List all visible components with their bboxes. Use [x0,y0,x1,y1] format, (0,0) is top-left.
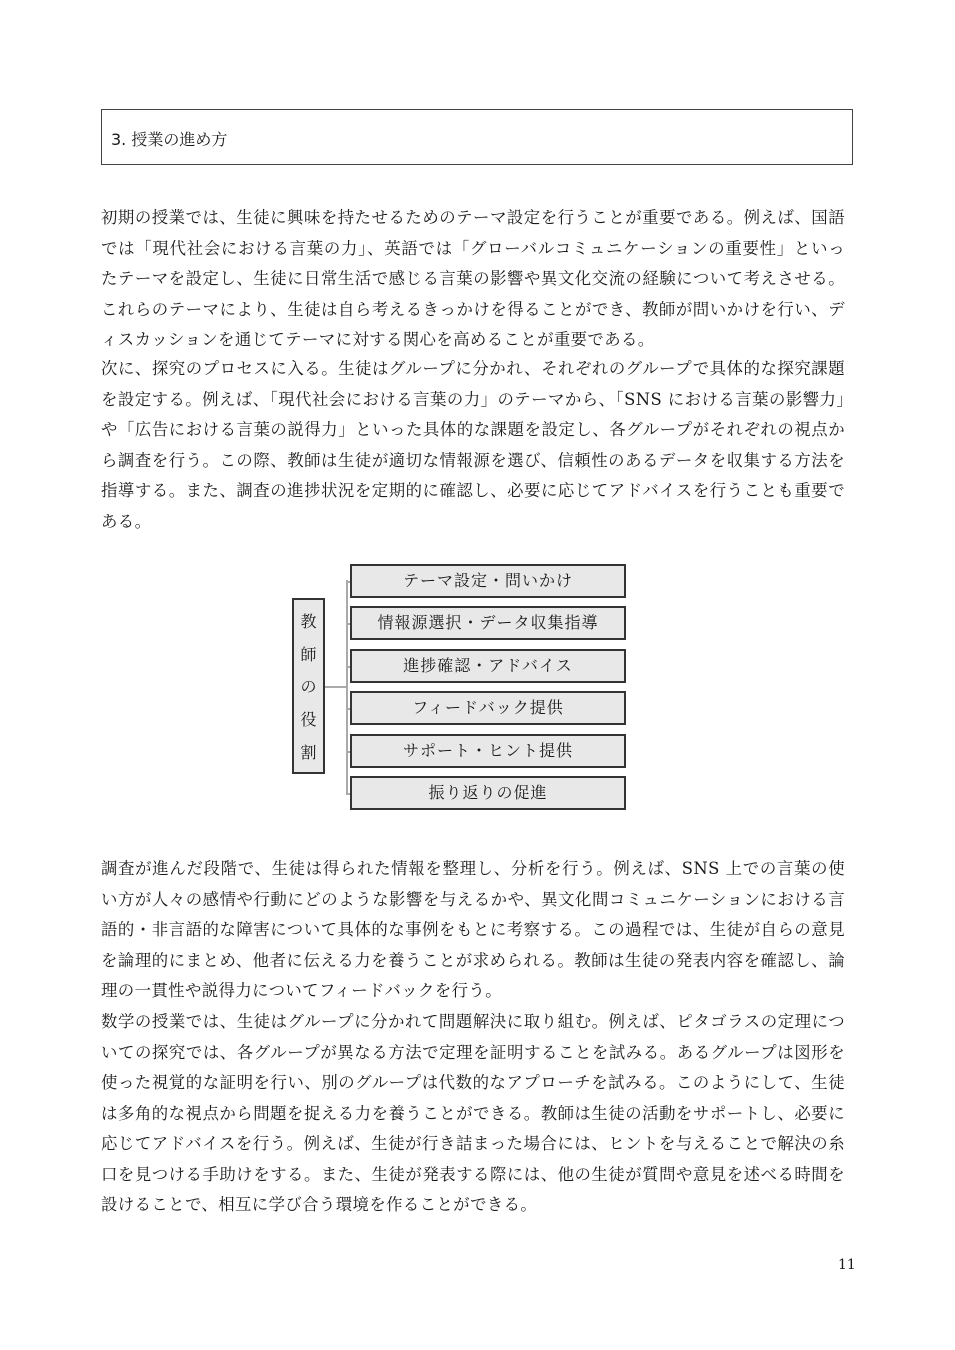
paragraph-math: 数学の授業では、生徒はグループに分かれて問題解決に取り組む。例えば、ピタゴラスの定理についての探究では、各グループが異なる方法で定理を証明することを試みる。あるグループは図形を使った視覚的な証明を行い、別のグループは代数的なアプローチを試みる。このようにして、生徒は多角的な視点から問題を捉える力を養うことができる。教師は生徒の活動をサポートし、必要に応じてアドバイスを行う。例えば、生徒が行き詰まった場合には、ヒントを与えることで解決の糸口を見つける手助けをする。また、生徒が発表する際には、他の生徒が質問や意見を述べる時間を設けることで、相互に学び合う環境を作ることができる。 [101,1012,845,1214]
root-char: 割 [300,743,317,763]
diagram-node: テーマ設定・問いかけ [350,564,626,598]
diagram-node-row [346,606,626,642]
diagram-node-row [346,691,626,727]
diagram-node: 進捗確認・アドバイス [350,649,626,683]
paragraph-intro: 初期の授業では、生徒に興味を持たせるためのテーマ設定を行うことが重要である。例えば、国語では「現代社会における言葉の力」、英語では「グローバルコミュニケーションの重要性」といったテーマを設定し、生徒に日常生活で感じる言葉の影響や異文化交流の経験について考えさせる。これらのテーマにより、生徒は自ら考えるきっかけを得ることができ、教師が問いかけを行い、ディスカッションを通じてテーマに対する関心を高めることが重要である。 [101,208,845,349]
paragraph-inquiry: 次に、探究のプロセスに入る。生徒はグループに分かれ、それぞれのグループで具体的な探究課題を設定する。例えば、「現代社会における言葉の力」のテーマから、「SNS における言葉の影響力」や「広告における言葉の説得力」といった具体的な課題を設定し、各グループがそれぞれの視点から調査を行う。この際、教師は生徒が適切な情報源を選び、信頼性のあるデータを収集する方法を指導する。また、調査の進捗状況を定期的に確認し、必要に応じてアドバイスを行うことも重要である。 [101,359,845,531]
diagram-node-row [346,776,626,812]
diagram-root-teacher-role [292,598,325,774]
diagram-node-row [346,734,626,770]
root-char: 師 [300,644,317,664]
section-heading-box [101,109,853,165]
page-number: 11 [838,1257,856,1273]
diagram-node: サポート・ヒント提供 [350,734,626,768]
section-heading: 3. 授業の進め方 [111,130,228,149]
root-char: の [300,677,317,697]
diagram-node: 情報源選択・データ収集指導 [350,606,626,640]
paragraph-analysis: 調査が進んだ段階で、生徒は得られた情報を整理し、分析を行う。例えば、SNS 上での言葉の使い方が人々の感情や行動にどのような影響を与えるかや、異文化間コミュニケーションにおける言語的・非言語的な障害について具体的な事例をもとに考察する。この過程では、生徒が自らの意見を論理的にまとめ、他者に伝える力を養うことが求められる。教師は生徒の発表内容を確認し、論理の一貫性や説得力についてフィードバックを行う。 [101,859,845,1000]
diagram-node-row [346,564,626,600]
connector-trunk [325,686,347,688]
diagram-node-row [346,649,626,685]
root-char: 役 [300,710,317,730]
diagram-node: フィードバック提供 [350,691,626,725]
root-char: 教 [300,611,317,631]
diagram-node: 振り返りの促進 [350,776,626,810]
teacher-role-diagram [290,564,630,814]
